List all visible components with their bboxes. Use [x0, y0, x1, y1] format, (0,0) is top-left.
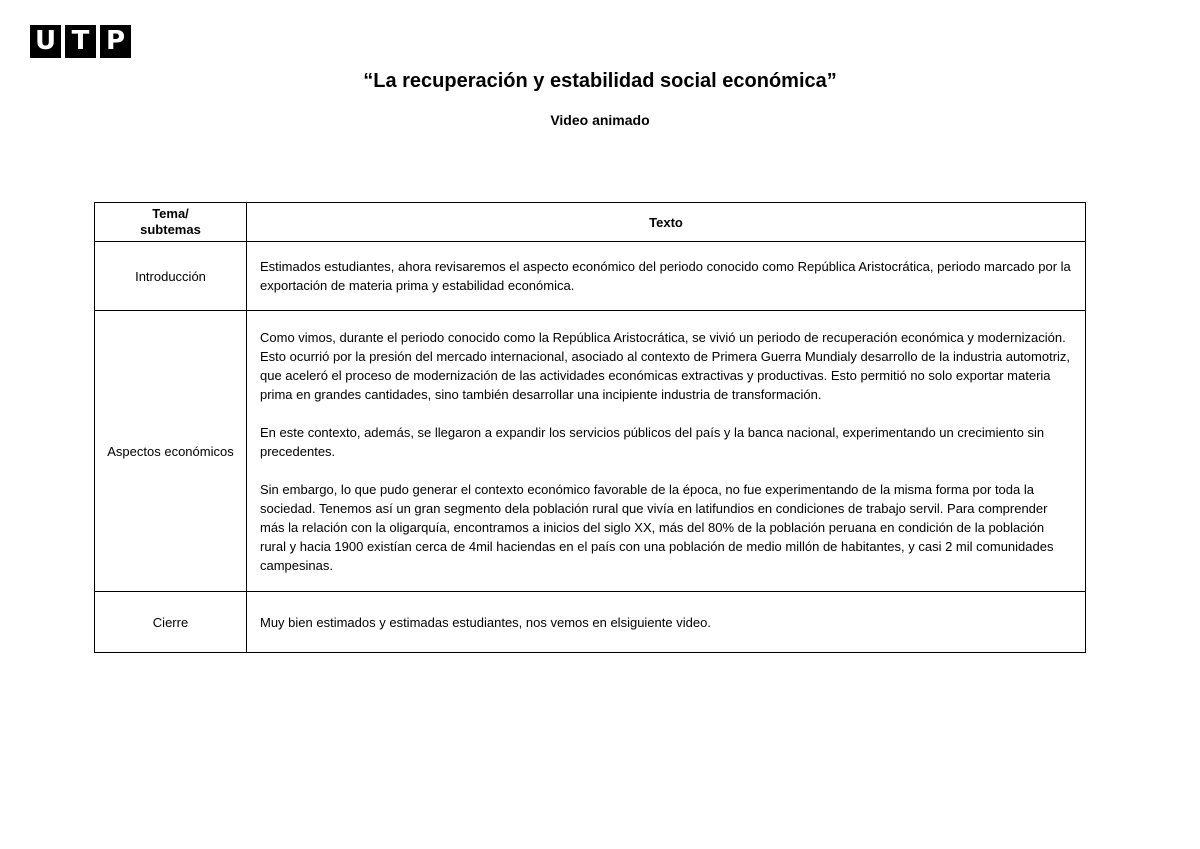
utp-logo [30, 25, 131, 58]
text-cell [247, 242, 1086, 311]
text-cell [247, 311, 1086, 592]
table-header-row [95, 203, 1086, 242]
topic-cell: Introducción [95, 242, 247, 311]
paragraph: Muy bien estimados y estimadas estudiantes, nos vemos en elsiguiente video. [260, 614, 711, 630]
table-row [95, 311, 1086, 592]
script-table [94, 202, 1086, 653]
header-topic [95, 203, 247, 242]
paragraph: Estimados estudiantes, ahora revisaremos el aspecto económico del periodo conocido como República Aristocrática, periodo marcado por la exportación de materia prima y estabilidad económica. [260, 259, 1071, 293]
logo-letter: P [100, 25, 131, 58]
topic-cell: Cierre [95, 592, 247, 653]
header-text: Texto [247, 203, 1086, 242]
header-topic-line1: Tema/ [152, 206, 189, 221]
table-row [95, 242, 1086, 311]
document-subtitle: Video animado [550, 112, 650, 128]
table-row [95, 592, 1086, 653]
document-title: “La recuperación y estabilidad social económica” [363, 70, 837, 92]
paragraph: Sin embargo, lo que pudo generar el contexto económico favorable de la época, no fue experimentando de la misma forma por toda la sociedad. Tenemos así un gran segmento dela población rural que vivía en latifundios en condiciones de trabajo servil. Para comprender más la relación con la oligarquía, encontramos a inicios del siglo XX, más del 80% de la población peruana en condición de la población rural y hacia 1900 existían cerca de 4mil haciendas en el país con una población de medio millón de habitantes, y casi 2 mil comunidades campesinas. [260, 481, 1054, 573]
paragraph: Como vimos, durante el periodo conocido como la República Aristocrática, se vivió un periodo de recuperación económica y modernización. Esto ocurrió por la presión del mercado internacional, asociado al contexto de Primera Guerra Mundialy desarrollo de la industria automotriz, que aceleró el proceso de modernización de las actividades económicas extractivas y productivas. Esto permitió no solo exportar materia prima en grandes cantidades, sino también desarrollar una incipiente industria de transformación. [260, 329, 1071, 402]
paragraph: En este contexto, además, se llegaron a expandir los servicios públicos del país y la banca nacional, experimentando un crecimiento sin precedentes. [260, 424, 1045, 459]
logo-letter: T [65, 25, 96, 58]
text-cell [247, 592, 1086, 653]
header-topic-line2: subtemas [140, 222, 201, 237]
topic-cell: Aspectos económicos [95, 311, 247, 592]
logo-letter: U [30, 25, 61, 58]
